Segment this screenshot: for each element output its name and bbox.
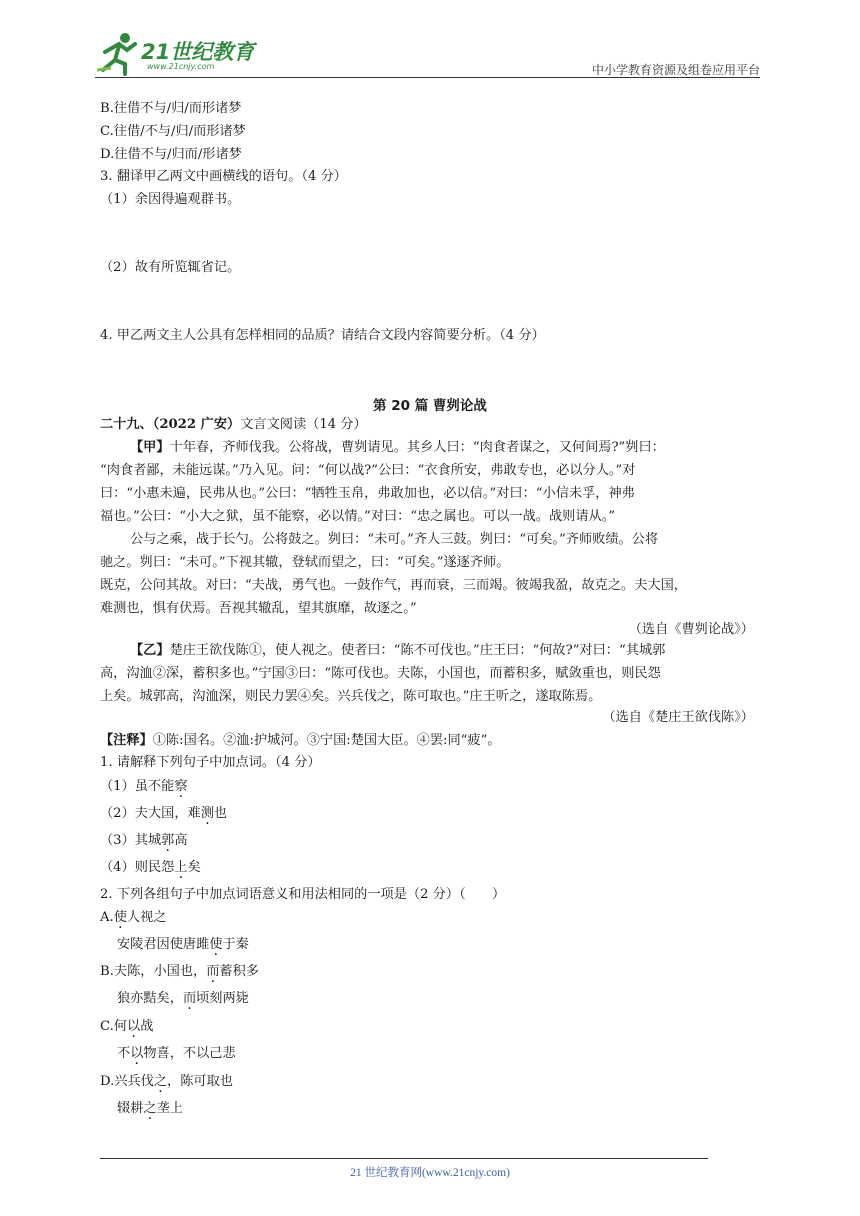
q2-dotted-word: 之 [153,1074,168,1089]
q2-dotted-word: 使 [209,937,223,952]
yi-source: （选自《楚庄王欲伐陈》） [602,710,754,725]
logo-url: www.21cnjy.com [147,62,215,71]
yi-line-1 [130,641,665,661]
q1-item-text: 也 [213,806,228,821]
q1-item-text: （3）其城 [100,833,162,848]
heading-number: 二十九、 [100,417,153,432]
site-logo[interactable] [95,30,265,78]
header-divider [95,77,760,78]
question-1-item-3 [100,831,188,851]
q2-option-text: 蓄积多 [219,964,259,979]
yi-line-3: 上矣。城郭高，沟洫深，则民力罢④矣。兴兵伐之，陈可取也。”庄王听之，遂取陈焉。 [100,689,602,704]
platform-name: 中小学教育资源及组卷应用平台 [591,63,760,77]
jia-source: （选自《曹刿论战》） [628,622,754,637]
option-c: C.往借/不与/归/而形诸梦 [100,124,246,139]
q2-option-b-line-2 [117,989,249,1009]
jia-line-1 [130,438,665,458]
page-header [95,30,760,80]
question-1-item-1 [100,777,188,797]
jia-line-8: 难测也，惧有伏焉。吾视其辙乱，望其旗靡，故逐之。” [100,601,417,616]
q2-option-text: ，陈可取也 [167,1074,233,1089]
q2-option-text: 安陵君因使唐雎 [117,937,210,952]
q2-option-text: D.兴兵伐 [100,1074,154,1089]
question-1: 1. 请解释下列句子中加点词。（4 分） [100,755,321,770]
runner-logo-icon [95,30,139,76]
question-1-item-4 [100,858,201,878]
option-b: B.往借不与/归/而形诸梦 [100,101,242,116]
heading-text: 文言文阅读（14 分） [240,417,367,432]
notes [100,731,501,751]
article-title: 第 20 篇 曹刿论战 [373,398,487,414]
q2-option-text: B.夫陈，小国也， [100,964,207,979]
q2-option-text: 辍耕 [117,1101,144,1116]
q2-option-text: 战 [140,1019,154,1034]
jia-line-4: 福也。”公曰：“小大之狱，虽不能察，必以情。”对曰：“忠之属也。可以一战。战则请从。” [100,509,616,524]
footer-divider [100,1158,708,1159]
option-d: D.往借不与/归而/形诸梦 [100,147,242,162]
question-3: 3. 翻译甲乙两文中画横线的语句。（4 分） [100,169,347,184]
q2-option-a-line-2 [117,935,249,955]
yi-line-2: 高，沟洫②深，蓄积多也。”宁国③曰：“陈可伐也。夫陈，小国也，而蓄积多，赋敛重也，则民怨 [100,666,661,681]
jia-line-6: 驰之。刿曰：“未可。”下视其辙，登轼而望之，曰：“可矣。”遂逐齐师。 [100,555,510,570]
q2-option-text: A. [100,910,114,925]
q2-dotted-word: 使 [113,910,127,925]
q1-item-text: （2）夫大国，难 [100,806,201,821]
q1-item-text: 高 [174,833,188,848]
jia-text-1: 十年春，齐师伐我。公将战，曹刿请见。其乡人曰：“肉食者谋之，又何间焉?”刿曰： [169,440,665,455]
q2-option-text: C.何 [100,1019,127,1034]
q2-option-a-line-1 [100,908,166,928]
q2-option-text: 人视之 [126,910,167,925]
q1-item-text: （4）则民怨 [100,860,175,875]
q2-option-d-line-2 [117,1099,183,1119]
note-text: ①陈:国名。②洫:护城河。③宁国:楚国大臣。④罢:同“疲”。 [152,733,501,748]
q1-dotted-word: 上 [174,860,188,875]
reading-heading [100,415,367,435]
q2-option-text: 狼亦黠矣， [117,991,183,1006]
q2-option-c-line-2 [117,1044,236,1064]
jia-line-2: “肉食者鄙，未能远谋。”乃入见。问：“何以战?”公曰：“衣食所安，弗敢专也，必以分人。”对 [100,463,636,478]
q2-option-c-line-1 [100,1017,153,1037]
logo-text: 21世纪教育 [141,40,255,64]
q2-option-text: 垄上 [156,1101,183,1116]
jia-line-3: 曰：“小惠未遍，民弗从也。”公曰：“牺牲玉帛，弗敢加也，必以信。”对曰：“小信未孚，神弗 [100,486,635,501]
jia-line-7: 既克，公问其故。对曰：“夫战，勇气也。一鼓作气，再而衰，三而竭。彼竭我盈，故克之。夫大国， [100,578,687,593]
note-label: 【注释】 [100,733,153,748]
q1-dotted-word: 察 [174,779,188,794]
q2-dotted-word: 以 [127,1019,141,1034]
q2-option-b-line-1 [100,962,259,982]
q1-item-text: 矣 [187,860,201,875]
q1-item-text: （1）虽不能 [100,779,175,794]
q2-option-text: 不 [117,1046,131,1061]
q2-dotted-word: 而 [206,964,220,979]
q1-dotted-word: 郭 [161,833,175,848]
q1-dotted-word: 测 [200,806,214,821]
q2-dotted-word: 之 [143,1101,157,1116]
footer-link[interactable]: 21 世纪教育网(www.21cnjy.com) [350,1167,510,1179]
question-4: 4. 甲乙两文主人公具有怎样相同的品质？请结合文段内容简要分析。（4 分） [100,328,545,343]
q2-dotted-word: 而 [182,991,197,1006]
heading-year: （2022 广安） [152,417,241,432]
q2-option-d-line-1 [100,1072,233,1092]
jia-label: 【甲】 [130,440,170,455]
q2-option-text: 顷刻两毙 [196,991,249,1006]
question-3-item-1: （1）余因得遍观群书。 [100,192,241,207]
q2-option-text: 于秦 [222,937,249,952]
question-1-item-2 [100,804,227,824]
yi-label: 【乙】 [130,643,170,658]
question-3-item-2: （2）故有所览辄省记。 [100,260,241,275]
question-2: 2. 下列各组句子中加点词语意义和用法相同的一项是（2 分）（ ） [100,887,506,902]
yi-text-1: 楚庄王欲伐陈①，使人视之。使者曰：“陈不可伐也。”庄王曰：“何故?”对曰：“其城郭 [169,643,666,658]
q2-dotted-word: 以 [130,1046,144,1061]
q2-option-text: 物喜，不以己悲 [143,1046,236,1061]
jia-line-5: 公与之乘，战于长勺。公将鼓之。刿曰：“未可。”齐人三鼓。刿曰：“可矣。”齐师败绩。公将 [130,532,659,547]
